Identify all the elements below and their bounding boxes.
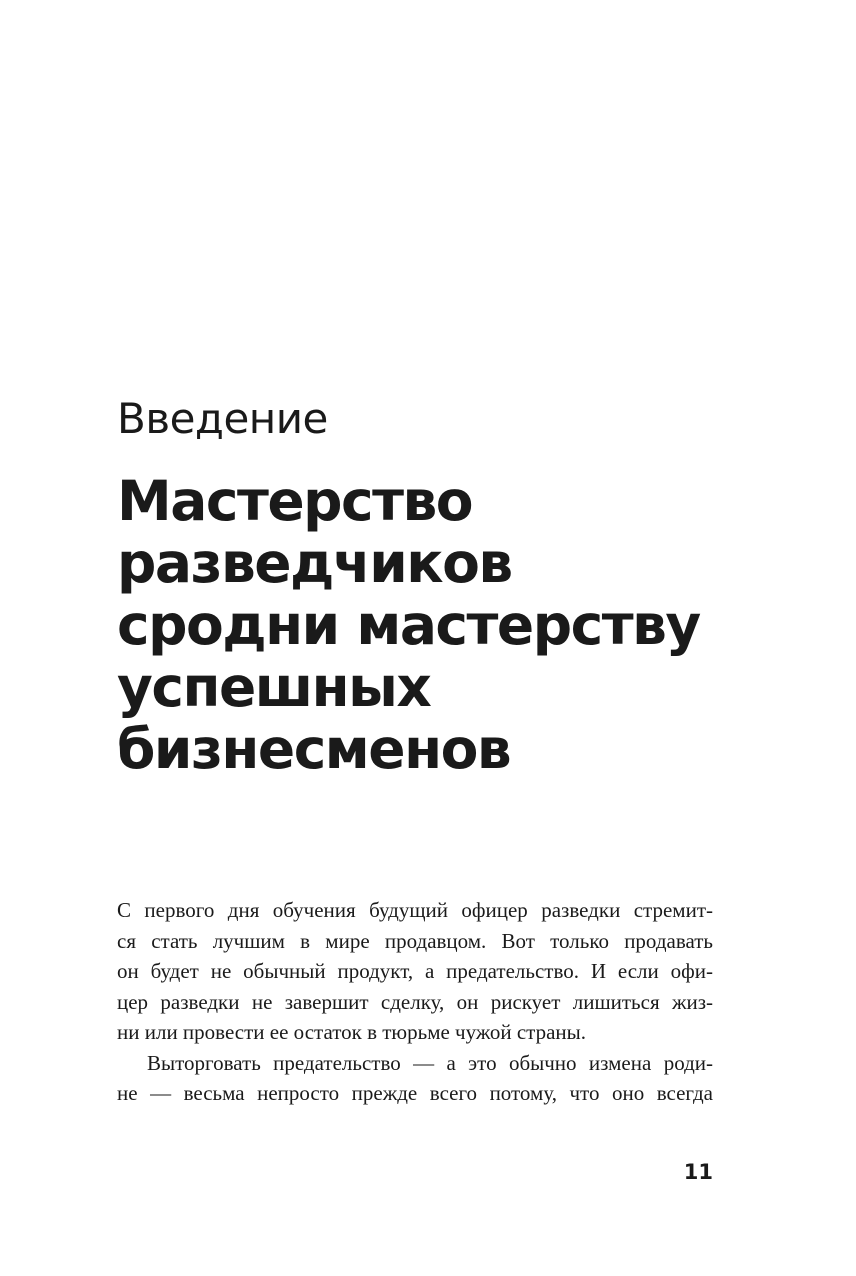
body-text [117,895,713,1109]
chapter-title [117,470,757,780]
body-line: ся стать лучшим в мире продавцом. Вот только продавать [117,928,713,953]
body-line: цер разведки не завершит сделку, он рискует лишиться жиз- [117,989,713,1014]
chapter-title-line: успешных [117,655,431,719]
body-line: не — весьма непросто прежде всего потому, что оно всегда [117,1081,713,1105]
body-line: Выторговать предательство — а это обычно измена роди- [147,1050,713,1075]
chapter-title-line: Мастерство [117,469,473,533]
body-line: С первого дня обучения будущий офицер разведки стремит- [117,898,713,922]
body-line: ни или провести ее остаток в тюрьме чужой страны. [117,1020,586,1044]
page-number: 11 [683,1160,713,1184]
chapter-kicker: Введение [117,394,328,443]
body-line: он будет не обычный продукт, а предательство. И если офи- [117,959,713,983]
chapter-title-line: сродни мастерству [117,593,700,657]
chapter-title-line: бизнесменов [117,717,511,781]
chapter-title-line: разведчиков [117,531,512,595]
